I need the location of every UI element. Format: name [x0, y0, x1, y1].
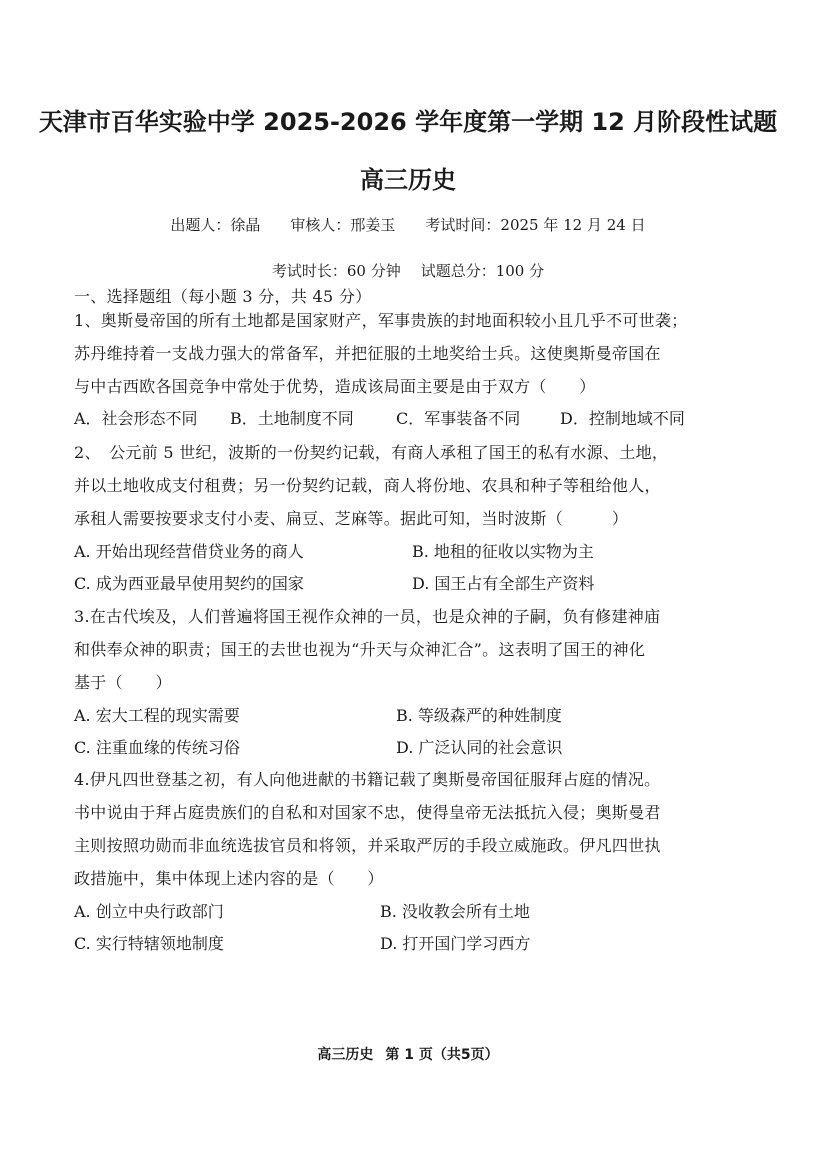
option-d[interactable]: D. 广泛认同的社会意识 [396, 738, 563, 757]
exam-meta-row-2 [0, 260, 816, 281]
option-a[interactable]: A. 创立中央行政部门 [74, 902, 224, 921]
exam-date: 考试时间：2025 年 12 月 24 日 [425, 216, 646, 234]
option-b[interactable]: B. 地租的征收以实物为主 [412, 542, 594, 561]
option-a[interactable]: A. 宏大工程的现实需要 [74, 706, 240, 725]
option-c[interactable]: C. 成为西亚最早使用契约的国家 [74, 574, 304, 593]
option-c[interactable]: C. 注重血缘的传统习俗 [74, 738, 240, 757]
question-2-line: 承租人需要按要求支付小麦、扁豆、芝麻等。据此可知，当时波斯（ ） [74, 509, 629, 528]
question-4-line: 主则按照功勋而非血统选拔官员和将领，并采取严厉的手段立威施政。伊凡四世执 [74, 836, 661, 855]
question-1-line: 1、奥斯曼帝国的所有土地都是国家财产，军事贵族的封地面积较小且几乎不可世袭； [74, 311, 688, 330]
option-b[interactable]: B．土地制度不同 [230, 409, 354, 428]
question-2-line: 并以土地收成支付租费；另一份契约记载，商人将份地、农具和种子等租给他人， [74, 476, 661, 495]
option-d[interactable]: D. 打开国门学习西方 [380, 934, 531, 953]
question-3-line: 和供奉众神的职责；国王的去世也视为“升天与众神汇合”。这表明了国王的神化 [74, 640, 646, 659]
footer-page-number: 第 1 页（共5页） [385, 1047, 499, 1063]
question-3-line: 3.在古代埃及，人们普遍将国王视作众神的一员，也是众神的子嗣，负有修建神庙 [74, 607, 661, 626]
exam-subject: 高三历史 [360, 166, 456, 194]
option-b[interactable]: B. 没收教会所有土地 [380, 902, 530, 921]
setter: 出题人：徐晶 [170, 216, 261, 234]
exam-title: 天津市百华实验中学 2025-2026 学年度第一学期 12 月阶段性试题 [38, 108, 778, 136]
page-footer [0, 1044, 816, 1064]
option-d[interactable]: D．控制地域不同 [560, 409, 685, 428]
option-c[interactable]: C. 实行特辖领地制度 [74, 934, 224, 953]
option-a[interactable]: A. 开始出现经营借贷业务的商人 [74, 542, 304, 561]
total-score: 试题总分：100 分 [420, 262, 545, 280]
footer-subject: 高三历史 [317, 1047, 374, 1063]
option-c[interactable]: C．军事装备不同 [396, 409, 521, 428]
question-3-line: 基于（ ） [74, 673, 172, 692]
option-b[interactable]: B. 等级森严的种姓制度 [396, 706, 562, 725]
section-heading: 一、选择题组（每小题 3 分，共 45 分） [74, 287, 372, 306]
option-d[interactable]: D. 国王占有全部生产资料 [412, 574, 595, 593]
question-1-line: 苏丹维持着一支战力强大的常备军，并把征服的土地奖给士兵。这使奥斯曼帝国在 [74, 344, 661, 363]
exam-duration: 考试时长：60 分钟 [271, 262, 401, 280]
question-4-line: 4.伊凡四世登基之初，有人向他进献的书籍记载了奥斯曼帝国征服拜占庭的情况。 [74, 770, 661, 789]
reviewer: 审核人：邢姜玉 [290, 216, 396, 234]
question-1-line: 与中古西欧各国竞争中常处于优势，造成该局面主要是由于双方（ ） [74, 377, 596, 396]
exam-meta-row-1 [0, 214, 816, 235]
question-2-line: 2、 公元前 5 世纪，波斯的一份契约记载，有商人承租了国王的私有水源、土地， [74, 443, 669, 462]
question-4-line: 书中说由于拜占庭贵族们的自私和对国家不忠，使得皇帝无法抵抗入侵；奥斯曼君 [74, 803, 661, 822]
question-4-line: 政措施中，集中体现上述内容的是（ ） [74, 869, 384, 888]
option-a[interactable]: A．社会形态不同 [74, 409, 198, 428]
